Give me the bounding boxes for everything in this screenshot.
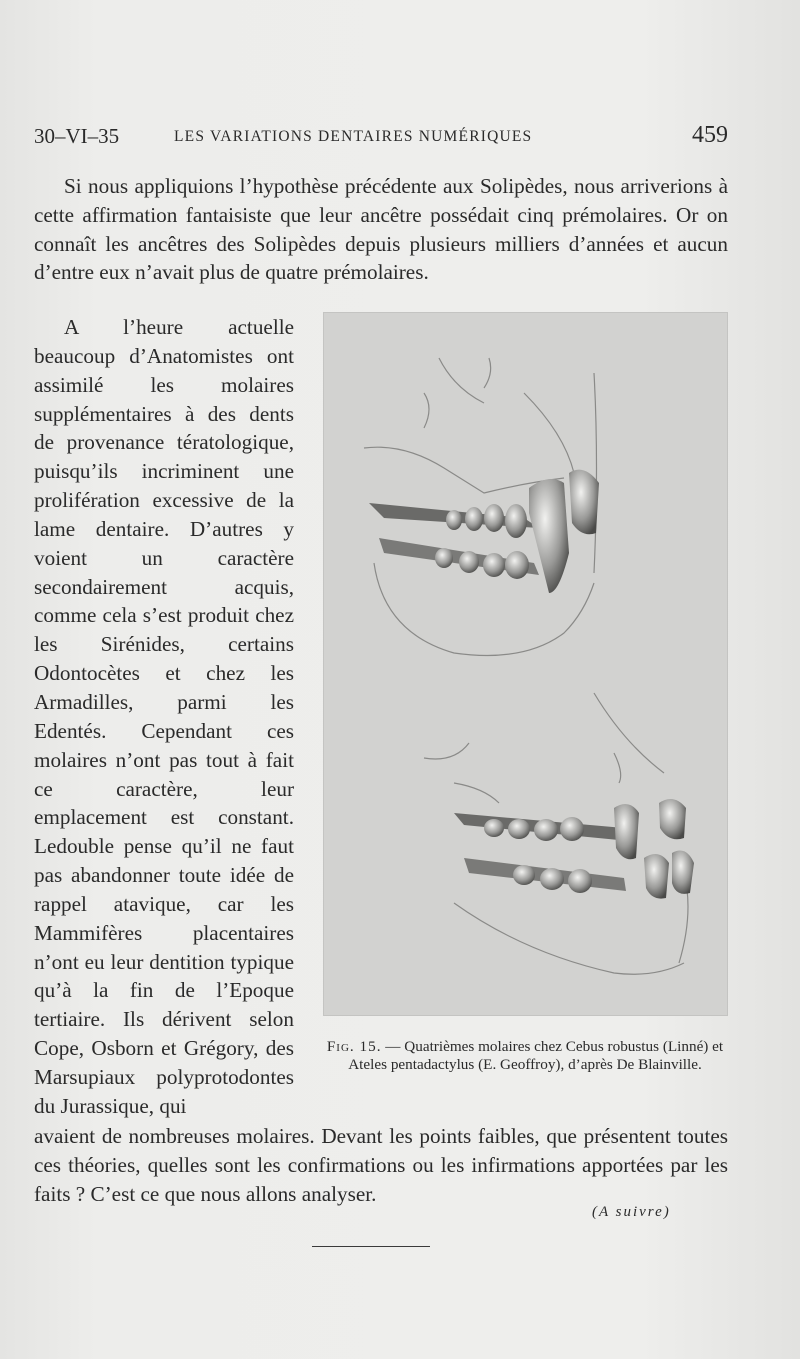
figure-caption-text: — Quatrièmes molaires chez Cebus robustus (Linné) et Ateles pentadactylus (E. Geoffroy), d’après De Blainville. (348, 1038, 724, 1073)
issue-date: 30–VI–35 (34, 124, 120, 148)
lower-jaw-teeth (454, 799, 694, 899)
figure-label: Fig. 15. (326, 1038, 382, 1055)
paragraph-solipedes: Si nous appliquions l’hypothèse précédente aux Solipèdes, nous arriverions à cette affirmation fantaisiste que leur ancêtre possédait cinq prémolaires. Or on connaît les ancêtres des Solipèdes depuis plusieurs milliers d’années et aucun d’entre eux n’avait plus de quatre prémolaires. (34, 174, 728, 285)
figure-jaws-illustration (323, 312, 728, 1016)
to-be-continued: (A suivre) (592, 1204, 671, 1220)
upper-jaw-teeth (369, 470, 599, 593)
end-rule (312, 1246, 430, 1247)
running-head (34, 120, 728, 152)
page-number: 459 (692, 122, 728, 148)
running-title: LES VARIATIONS DENTAIRES NUMÉRIQUES (174, 128, 533, 145)
paragraph-anatomistes: A l’heure actuelle beaucoup d’Anatomistes ont assimilé les molaires supplémentaires à des dents de provenance tératologique, puisqu’ils incriminent une prolifération excessive de la lame dentaire. D’autres y voient un caractère secondairement acquis, comme cela s’est produit chez les Sirénides, certains Odontocètes et chez les Armadilles, parmi les Edentés. Cependant ces molaires n’ont pas tout à fait ce caractère, leur emplacement est constant. Ledouble pense qu’il ne faut pas abandonner toute idée de rappel atavique, car les Mammifères placentaires n’ont eu leur dentition typique qu’à la fin de l’Epoque tertiaire. Ils dérivent selon Cope, Osborn et Grégory, des Marsupiaux polyprotodontes du Jurassique, qui (34, 315, 294, 1118)
jaw-drawings (324, 313, 727, 1015)
paragraph-continuation: avaient de nombreuses molaires. Devant les points faibles, que présentent toutes ces théories, quelles sont les confirmations ou les infirmations apportées par les faits ? C’est ce que nous allons analyser. (34, 1124, 728, 1206)
figure-caption (326, 1038, 724, 1073)
